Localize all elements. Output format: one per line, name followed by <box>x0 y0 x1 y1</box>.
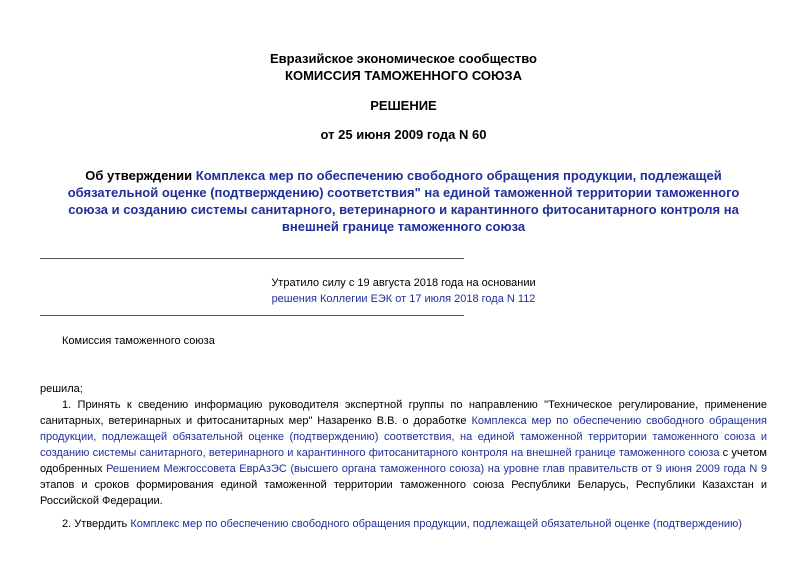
paragraph-2 <box>40 516 767 532</box>
commission-name: КОМИССИЯ ТАМОЖЕННОГО СОЮЗА <box>285 68 522 83</box>
title-prefix: Об утверждении <box>85 168 196 183</box>
org-name: Евразийское экономическое сообщество <box>270 51 537 66</box>
commission-label: Комиссия таможенного союза <box>62 335 215 347</box>
divider-bottom <box>40 315 464 316</box>
title-link[interactable]: Комплекса мер по обеспечению свободного обращения продукции, подлежащей обязательной оценке (подтверждению) соответствия" на единой таможенной территории таможенного союза и созданию системы санитарного, ветеринарного и карантинного фитосанитарного контроля на внешней границе таможенного союза <box>67 168 740 234</box>
paragraph-1-text-a: 1. Принять к сведению информацию руководителя экспертной группы по направлению "Техническое регулирование, применение санитарных, ветеринарных и фитосанитарных мер" Назаренко В.В. о доработке <box>40 399 767 427</box>
document-type: РЕШЕНИЕ <box>370 98 437 113</box>
mezhgossovet-decision-link[interactable]: Решением Межгоссовета ЕврАзЭС (высшего органа таможенного союза) на уровне глав правительств от 9 июня 2009 года N 9 <box>106 463 767 475</box>
status-link[interactable]: решения Коллегии ЕЭК от 17 июля 2018 года N 112 <box>271 293 536 305</box>
status-text: Утратило силу с 19 августа 2018 года на основании <box>271 277 536 289</box>
paragraph-1-text-b: с учетом одобренных <box>40 447 767 475</box>
paragraph-1 <box>40 397 767 509</box>
paragraph-2-text: 2. Утвердить <box>62 518 131 530</box>
approve-complex-link[interactable]: Комплекс мер по обеспечению свободного обращения продукции, подлежащей обязательной оценке (подтверждению) <box>130 518 742 530</box>
document-date-number: от 25 июня 2009 года N 60 <box>320 127 487 142</box>
paragraph-1-text-c: этапов и сроков формирования единой таможенной территории таможенного союза Республики Беларусь, Республики Казахстан и Российской Федерации. <box>40 479 767 507</box>
divider-top <box>40 258 464 259</box>
complex-measures-link[interactable]: Комплекса мер по обеспечению свободного обращения продукции, подлежащей обязательной оценке (подтверждению) соответствия, на единой таможенной территории таможенного союза и созданию системы санитарного, ветеринарного и карантинного фитосанитарного контроля на внешней границе таможенного союза <box>40 415 767 459</box>
document-title <box>50 167 757 235</box>
resolved-label: решила; <box>40 383 83 395</box>
